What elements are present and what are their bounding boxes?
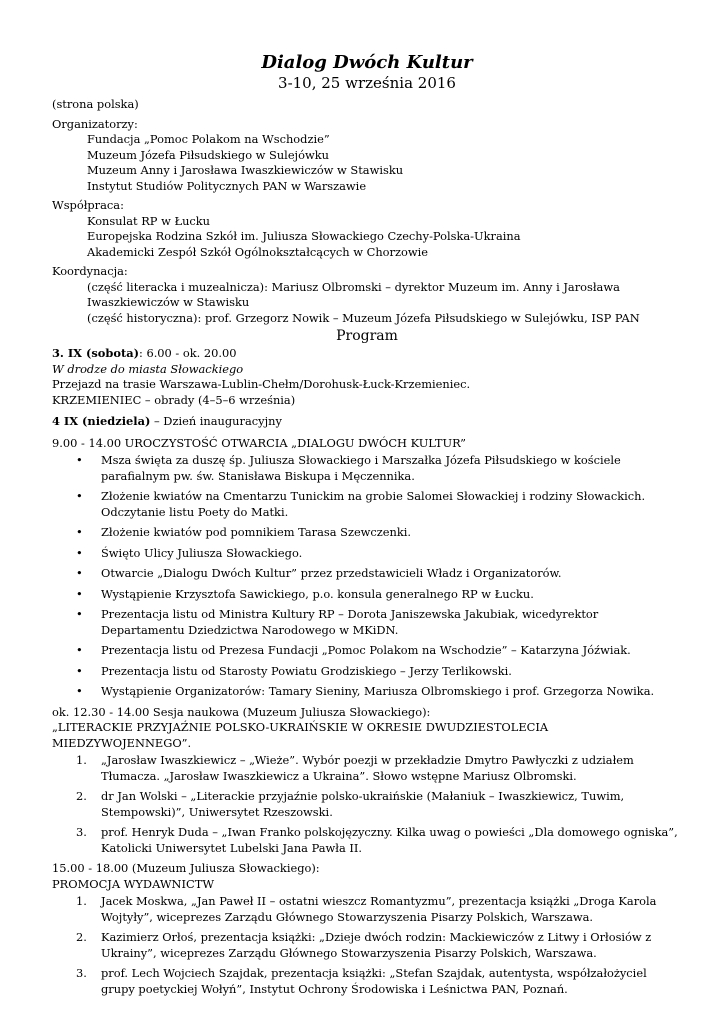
list-item — [52, 643, 682, 659]
item-number: 2. — [76, 789, 87, 803]
organizers-label: Organizatorzy: — [52, 116, 138, 131]
list-item — [52, 525, 682, 541]
day1-date: 3. IX (sobota) — [52, 346, 139, 360]
bullet-marker: • — [76, 586, 83, 601]
list-item — [52, 684, 682, 700]
list-item-text: Święto Ulicy Juliusza Słowackiego. — [101, 545, 303, 560]
side-label: (strona polska) — [52, 97, 139, 111]
bullet-marker: • — [76, 566, 83, 580]
document-title: Dialog Dwóch Kultur — [261, 52, 473, 73]
list-item — [52, 566, 682, 582]
bullet-marker: • — [76, 489, 83, 503]
list-item — [52, 546, 682, 562]
list-item — [52, 930, 682, 961]
organizer-item: Instytut Studiów Politycznych PAN w Warszawie — [87, 178, 367, 193]
coordination-item: (część historyczna): prof. Grzegorz Nowik – Muzeum Józefa Piłsudskiego w Sulejówku, ISP PAN — [87, 310, 640, 325]
list-item — [52, 607, 682, 638]
list-item-text: „Jarosław Iwaszkiewicz – „Wieże”. Wybór poezji w przekładzie Dmytro Pawłyczki z udziałem Tłumacza. „Jarosław Iwaszkiewicz a Ukraina”. Słowo wstępne Mariusz Olbromski. — [101, 753, 634, 783]
item-number: 3. — [76, 966, 87, 980]
list-item-text: prof. Henryk Duda – „Iwan Franko polskojęzyczny. Kilka uwag o powieści „Dla domowego ogniska”, Katolicki Uniwersytet Lubelski Jana Pawła II. — [101, 825, 678, 855]
list-item-text: Wystąpienie Organizatorów: Tamary Sieniny, Mariusza Olbromskiego i prof. Grzegorza Nowika. — [101, 684, 655, 698]
list-item-text: Prezentacja listu od Prezesa Fundacji „Pomoc Polakom na Wschodzie” – Katarzyna Jóźwiak. — [101, 643, 631, 657]
list-item-text: Otwarcie „Dialogu Dwóch Kultur” przez przedstawicieli Władz i Organizatorów. — [101, 566, 562, 580]
day1-stay: KRZEMIENIEC – obrady (4–5–6 września) — [52, 392, 296, 407]
program-heading: Program — [336, 328, 398, 344]
list-item — [52, 489, 682, 520]
organizers-section — [52, 117, 682, 195]
list-item — [52, 825, 682, 856]
cooperation-item: Europejska Rodzina Szkół im. Juliusza Słowackiego Czechy-Polska-Ukraina — [87, 229, 521, 243]
organizer-item: Muzeum Anny i Jarosława Iwaszkiewiczów w Stawisku — [87, 163, 404, 177]
session3-heading: 15.00 - 18.00 (Muzeum Juliusza Słowackiego): — [52, 861, 320, 875]
list-item — [52, 453, 682, 484]
bullet-marker: • — [76, 607, 83, 621]
list-item — [52, 966, 682, 997]
document-dates: 3-10, 25 września 2016 — [278, 74, 456, 92]
bullet-marker: • — [76, 453, 83, 467]
session1-list — [52, 453, 682, 700]
item-number: 2. — [76, 930, 87, 944]
coordination-item-cont: Iwaszkiewiczów w Stawisku — [87, 295, 250, 309]
cooperation-label: Współpraca: — [52, 198, 124, 212]
list-item — [52, 753, 682, 784]
coordination-label: Koordynacja: — [52, 264, 128, 278]
session2-heading: ok. 12.30 - 14.00 Sesja naukowa (Muzeum Juliusza Słowackiego): — [52, 704, 431, 719]
session3-title: PROMOCJA WYDAWNICTW — [52, 876, 215, 891]
day2-header — [52, 414, 682, 430]
list-item-text: Wystąpienie Krzysztofa Sawickiego, p.o. konsula generalnego RP w Łucku. — [101, 586, 534, 601]
list-item-text: Kazimierz Orłoś, prezentacja książki: „Dzieje dwóch rodzin: Mackiewiczów z Litwy i Orłosiów z Ukrainy”, wiceprezes Zarządu Głównego Stowarzyszenia Pisarzy Polskich, Warszawa. — [101, 930, 652, 960]
list-item-text: prof. Lech Wojciech Szajdak, prezentacja książki: „Stefan Szajdak, autentysta, współzałożyciel grupy poetyckiej Wołyń”, Instytut Ochrony Środowiska i Leśnictwa PAN, Poznań. — [101, 966, 647, 996]
bullet-marker: • — [76, 545, 83, 560]
day2-suffix: – Dzień inauguracyjny — [150, 414, 282, 428]
day1-route: Przejazd na trasie Warszawa-Lublin-Chełm/Dorohusk-Łuck-Krzemieniec. — [52, 377, 471, 391]
session3-list — [52, 894, 682, 997]
cooperation-item: Konsulat RP w Łucku — [87, 213, 211, 228]
bullet-marker: • — [76, 525, 83, 539]
list-item — [52, 789, 682, 820]
list-item-text: dr Jan Wolski – „Literackie przyjaźnie polsko-ukraińskie (Małaniuk – Iwaszkiewicz, Tuwim, Stempowski)”, Uniwersytet Rzeszowski. — [101, 789, 625, 819]
day1-section — [52, 346, 682, 408]
document-page — [52, 52, 682, 1002]
item-number: 3. — [76, 825, 87, 839]
organizer-item: Fundacja „Pomoc Polakom na Wschodzie” — [87, 132, 330, 146]
session1-heading: 9.00 - 14.00 UROCZYSTOŚĆ OTWARCIA „DIALOGU DWÓCH KULTUR” — [52, 435, 466, 450]
list-item-text: Złożenie kwiatów pod pomnikiem Tarasa Szewczenki. — [101, 525, 412, 539]
item-number: 1. — [76, 753, 87, 767]
day1-time: : 6.00 - ok. 20.00 — [138, 346, 237, 360]
list-item-text: Złożenie kwiatów na Cmentarzu Tunickim na grobie Salomei Słowackiej i rodziny Słowackich. Odczytanie listu Poety do Matki. — [101, 489, 646, 519]
cooperation-section — [52, 198, 682, 260]
day1-header — [52, 346, 682, 362]
organizer-item: Muzeum Józefa Piłsudskiego w Sulejówku — [87, 147, 329, 162]
session2-list — [52, 753, 682, 856]
list-item-text: Msza święta za duszę śp. Juliusza Słowackiego i Marszałka Józefa Piłsudskiego w kościele parafialnym pw. św. Stanisława Biskupa i Męczennika. — [101, 453, 621, 483]
list-item-text: Jacek Moskwa, „Jan Paweł II – ostatni wieszcz Romantyzmu”, prezentacja książki „Droga Karola Wojtyły”, wiceprezes Zarządu Głównego Stowarzyszenia Pisarzy Polskich, Warszawa. — [101, 894, 657, 924]
list-item-text: Prezentacja listu od Ministra Kultury RP – Dorota Janiszewska Jakubiak, wicedyrektor Departamentu Dziedzictwa Narodowego w MKiDN. — [101, 607, 599, 637]
day2-date: 4 IX (niedziela) — [52, 414, 151, 428]
list-item — [52, 664, 682, 680]
day1-note: W drodze do miasta Słowackiego — [52, 361, 244, 376]
list-item — [52, 587, 682, 603]
bullet-marker: • — [76, 643, 83, 657]
coordination-section — [52, 264, 682, 326]
bullet-marker: • — [76, 663, 83, 678]
list-item-text: Prezentacja listu od Starosty Powiatu Grodziskiego – Jerzy Terlikowski. — [101, 663, 512, 678]
cooperation-item: Akademicki Zespół Szkół Ogólnokształcących w Chorzowie — [87, 244, 428, 259]
item-number: 1. — [76, 894, 87, 908]
bullet-marker: • — [76, 684, 83, 698]
session2-title: „LITERACKIE PRZYJAŹNIE POLSKO-UKRAIŃSKIE W OKRESIE DWUDZIESTOLECIA MIEDZYWOJENNEGO”. — [52, 720, 549, 750]
list-item — [52, 894, 682, 925]
coordination-item: (część literacka i muzealnicza): Mariusz Olbromski – dyrektor Muzeum im. Anny i Jarosława — [87, 279, 620, 294]
